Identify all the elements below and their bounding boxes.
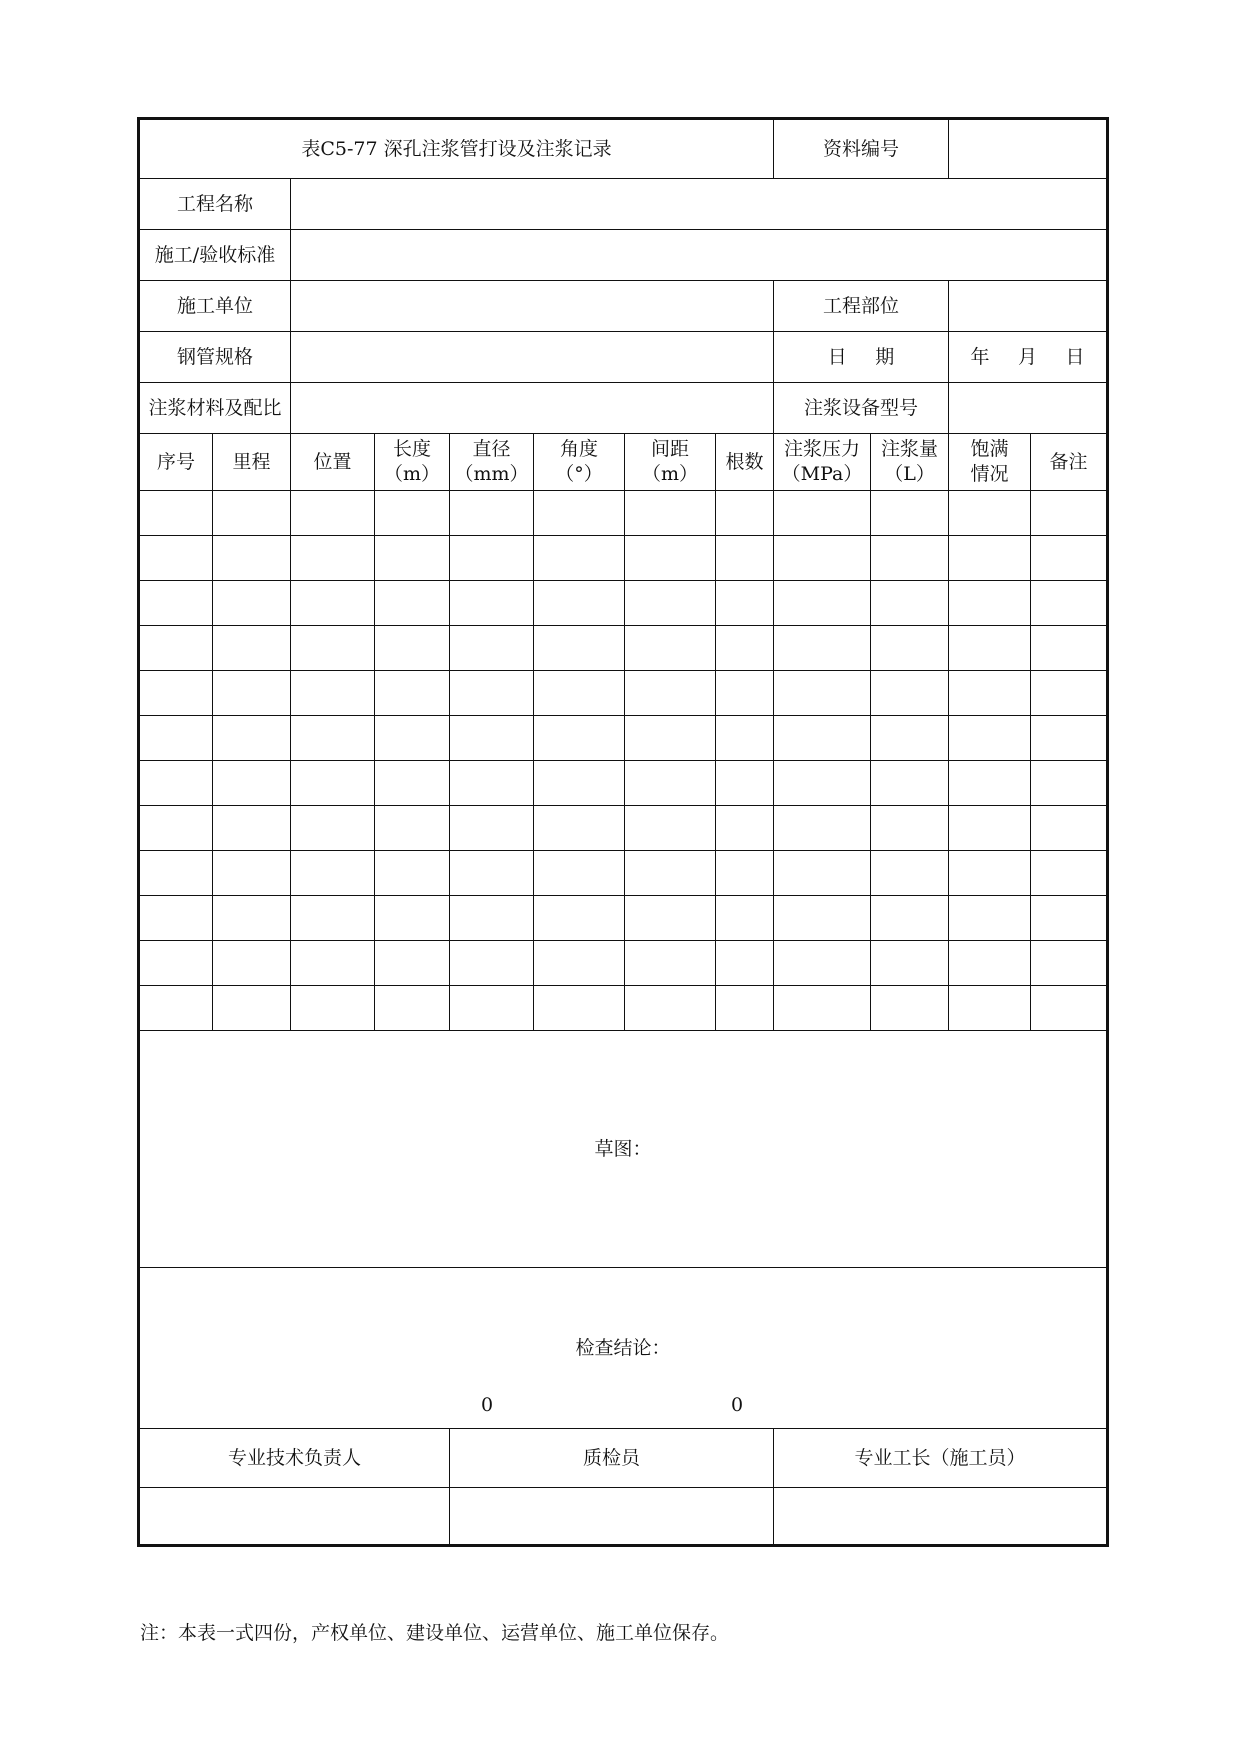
table-cell[interactable] [871, 896, 949, 941]
table-cell[interactable] [375, 536, 450, 581]
table-cell[interactable] [375, 851, 450, 896]
table-cell[interactable] [716, 626, 774, 671]
table-row [139, 716, 1108, 761]
table-cell[interactable] [871, 581, 949, 626]
table-cell[interactable] [871, 986, 949, 1031]
table-cell[interactable] [1031, 806, 1108, 851]
table-cell[interactable] [213, 716, 291, 761]
date-field[interactable] [949, 332, 1108, 383]
date-label [774, 332, 949, 383]
unit-label: 施工单位 [139, 281, 291, 332]
table-cell[interactable] [213, 806, 291, 851]
table-cell[interactable] [213, 626, 291, 671]
table-cell[interactable] [1031, 626, 1108, 671]
table-cell[interactable] [139, 491, 213, 536]
table-cell[interactable] [291, 626, 375, 671]
table-cell[interactable] [625, 671, 716, 716]
table-cell[interactable] [213, 986, 291, 1031]
sig-tech-lead-label: 专业技术负责人 [139, 1429, 450, 1488]
table-cell[interactable] [774, 491, 871, 536]
table-cell[interactable] [139, 626, 213, 671]
table-cell[interactable] [534, 581, 625, 626]
column-header-label: 长度 [392, 438, 431, 461]
table-cell[interactable] [534, 626, 625, 671]
table-row [139, 491, 1108, 536]
table-cell[interactable] [375, 671, 450, 716]
table-cell[interactable] [291, 806, 375, 851]
table-cell[interactable] [375, 581, 450, 626]
form-table [137, 117, 1109, 1547]
table-cell[interactable] [774, 716, 871, 761]
table-cell[interactable] [1031, 581, 1108, 626]
table-cell[interactable] [625, 761, 716, 806]
sig-tech-lead-field[interactable] [139, 1488, 450, 1546]
part-label: 工程部位 [774, 281, 949, 332]
table-cell[interactable] [534, 986, 625, 1031]
table-cell[interactable] [450, 851, 534, 896]
table-header-row [139, 434, 1108, 491]
table-cell[interactable] [450, 491, 534, 536]
table-cell[interactable] [291, 716, 375, 761]
table-cell[interactable] [949, 896, 1031, 941]
table-cell[interactable] [1031, 716, 1108, 761]
column-header [774, 434, 871, 491]
table-cell[interactable] [534, 941, 625, 986]
standard-label: 施工/验收标准 [139, 230, 291, 281]
table-cell[interactable] [534, 761, 625, 806]
material-label: 注浆材料及配比 [139, 383, 291, 434]
table-cell[interactable] [625, 941, 716, 986]
sig-inspector-label: 质检员 [450, 1429, 774, 1488]
column-header-label: 间距 [650, 438, 689, 461]
table-cell[interactable] [949, 761, 1031, 806]
data-rows [139, 491, 1108, 1031]
sketch-area[interactable] [139, 1031, 1108, 1268]
table-row [139, 761, 1108, 806]
column-header-label: 饱满 [970, 438, 1009, 461]
table-cell[interactable] [949, 851, 1031, 896]
date-year: 年 [970, 345, 990, 368]
date-label-char-2: 期 [875, 345, 895, 368]
table-cell[interactable] [450, 581, 534, 626]
table-cell[interactable] [716, 581, 774, 626]
table-cell[interactable] [139, 851, 213, 896]
table-cell[interactable] [213, 896, 291, 941]
table-cell[interactable] [625, 851, 716, 896]
conclusion-label: 检查结论： [575, 1336, 671, 1359]
column-header-unit: （mm） [454, 463, 529, 485]
form-title: 表C5-77 深孔注浆管打设及注浆记录 [139, 119, 774, 179]
table-cell[interactable] [716, 761, 774, 806]
table-row [139, 671, 1108, 716]
table-cell[interactable] [774, 896, 871, 941]
pipe-spec-field[interactable] [291, 332, 774, 383]
table-cell[interactable] [949, 986, 1031, 1031]
table-cell[interactable] [291, 941, 375, 986]
table-row [139, 896, 1108, 941]
column-header-label: 注浆压力 [784, 438, 861, 461]
project-name-field[interactable] [291, 179, 1108, 230]
column-header-label: 序号 [156, 450, 195, 473]
table-cell[interactable] [213, 671, 291, 716]
column-header-unit: （°） [555, 463, 603, 485]
column-header [716, 434, 774, 491]
table-row [139, 986, 1108, 1031]
table-cell[interactable] [716, 536, 774, 581]
column-header [871, 434, 949, 491]
column-header-label: 里程 [232, 450, 271, 473]
table-cell[interactable] [949, 491, 1031, 536]
table-cell[interactable] [949, 581, 1031, 626]
column-header [291, 434, 375, 491]
table-cell[interactable] [213, 851, 291, 896]
table-cell[interactable] [625, 536, 716, 581]
table-cell[interactable] [213, 941, 291, 986]
table-cell[interactable] [871, 491, 949, 536]
table-cell[interactable] [375, 716, 450, 761]
table-cell[interactable] [871, 851, 949, 896]
date-month: 月 [1018, 345, 1038, 368]
table-cell[interactable] [534, 671, 625, 716]
column-header-unit: （L） [884, 463, 935, 485]
standard-field[interactable] [291, 230, 1108, 281]
table-cell[interactable] [871, 761, 949, 806]
column-header-label: 直径 [472, 438, 511, 461]
table-cell[interactable] [716, 716, 774, 761]
table-cell[interactable] [375, 761, 450, 806]
table-cell[interactable] [450, 896, 534, 941]
table-cell[interactable] [213, 761, 291, 806]
column-header [534, 434, 625, 491]
table-cell[interactable] [450, 626, 534, 671]
table-cell[interactable] [716, 986, 774, 1031]
table-cell[interactable] [1031, 761, 1108, 806]
table-cell[interactable] [213, 536, 291, 581]
table-row [139, 581, 1108, 626]
table-cell[interactable] [716, 671, 774, 716]
unit-field[interactable] [291, 281, 774, 332]
table-cell[interactable] [1031, 941, 1108, 986]
material-field[interactable] [291, 383, 774, 434]
table-cell[interactable] [1031, 491, 1108, 536]
column-header-label: 根数 [725, 450, 764, 473]
column-header-unit: （m） [641, 463, 699, 485]
pipe-spec-label: 钢管规格 [139, 332, 291, 383]
table-cell[interactable] [774, 671, 871, 716]
table-cell[interactable] [375, 806, 450, 851]
equipment-field[interactable] [949, 383, 1108, 434]
table-cell[interactable] [139, 671, 213, 716]
table-cell[interactable] [291, 581, 375, 626]
column-header-unit: （MPa） [781, 463, 863, 485]
table-cell[interactable] [139, 941, 213, 986]
column-header [213, 434, 291, 491]
table-cell[interactable] [774, 581, 871, 626]
table-row [139, 626, 1108, 671]
column-header-label: 备注 [1049, 450, 1088, 473]
column-header [625, 434, 716, 491]
table-cell[interactable] [139, 896, 213, 941]
column-header [375, 434, 450, 491]
table-cell[interactable] [625, 986, 716, 1031]
table-cell[interactable] [716, 941, 774, 986]
table-cell[interactable] [291, 761, 375, 806]
table-cell[interactable] [534, 716, 625, 761]
table-cell[interactable] [291, 896, 375, 941]
table-cell[interactable] [450, 986, 534, 1031]
table-cell[interactable] [774, 851, 871, 896]
table-cell[interactable] [949, 806, 1031, 851]
table-cell[interactable] [1031, 671, 1108, 716]
column-header-label: 位置 [313, 450, 352, 473]
sig-inspector-field[interactable] [450, 1488, 774, 1546]
table-cell[interactable] [291, 491, 375, 536]
table-cell[interactable] [625, 716, 716, 761]
table-cell[interactable] [774, 761, 871, 806]
conclusion-value-1: 0 [481, 1394, 494, 1417]
table-cell[interactable] [139, 581, 213, 626]
table-cell[interactable] [716, 806, 774, 851]
table-cell[interactable] [716, 491, 774, 536]
footer-note: 注：本表一式四份，产权单位、建设单位、运营单位、施工单位保存。 [140, 1622, 730, 1644]
table-cell[interactable] [949, 626, 1031, 671]
table-cell[interactable] [534, 491, 625, 536]
table-cell[interactable] [716, 896, 774, 941]
table-cell[interactable] [291, 851, 375, 896]
table-cell[interactable] [534, 536, 625, 581]
column-header-unit: 情况 [970, 463, 1009, 485]
table-cell[interactable] [1031, 851, 1108, 896]
table-cell[interactable] [871, 941, 949, 986]
table-cell[interactable] [949, 716, 1031, 761]
table-cell[interactable] [774, 986, 871, 1031]
column-header [450, 434, 534, 491]
table-cell[interactable] [625, 896, 716, 941]
table-cell[interactable] [1031, 896, 1108, 941]
sketch-label: 草图： [594, 1137, 652, 1160]
column-header-label: 注浆量 [881, 438, 939, 461]
sig-foreman-field[interactable] [774, 1488, 1108, 1546]
column-header [139, 434, 213, 491]
column-header [949, 434, 1031, 491]
table-cell[interactable] [450, 716, 534, 761]
table-cell[interactable] [625, 806, 716, 851]
equipment-label: 注浆设备型号 [774, 383, 949, 434]
table-cell[interactable] [871, 671, 949, 716]
conclusion-area[interactable] [139, 1268, 1108, 1429]
table-cell[interactable] [450, 806, 534, 851]
table-cell[interactable] [375, 941, 450, 986]
record-form [137, 117, 1106, 1547]
table-cell[interactable] [949, 671, 1031, 716]
table-row [139, 536, 1108, 581]
table-cell[interactable] [871, 716, 949, 761]
table-cell[interactable] [450, 941, 534, 986]
sig-foreman-label: 专业工长（施工员） [774, 1429, 1108, 1488]
doc-no-field[interactable] [949, 119, 1108, 179]
table-cell[interactable] [213, 581, 291, 626]
table-cell[interactable] [139, 536, 213, 581]
table-cell[interactable] [375, 986, 450, 1031]
table-cell[interactable] [774, 626, 871, 671]
table-cell[interactable] [871, 536, 949, 581]
column-header-unit: （m） [383, 463, 441, 485]
table-row [139, 806, 1108, 851]
project-name-label: 工程名称 [139, 179, 291, 230]
column-header [1031, 434, 1108, 491]
table-cell[interactable] [450, 536, 534, 581]
date-day: 日 [1065, 345, 1085, 368]
table-cell[interactable] [625, 581, 716, 626]
table-cell[interactable] [213, 491, 291, 536]
table-cell[interactable] [1031, 986, 1108, 1031]
table-cell[interactable] [625, 491, 716, 536]
doc-no-label: 资料编号 [774, 119, 949, 179]
table-cell[interactable] [716, 851, 774, 896]
table-cell[interactable] [1031, 536, 1108, 581]
table-cell[interactable] [534, 806, 625, 851]
table-cell[interactable] [774, 941, 871, 986]
table-cell[interactable] [534, 896, 625, 941]
table-cell[interactable] [139, 761, 213, 806]
table-cell[interactable] [291, 671, 375, 716]
table-cell[interactable] [291, 986, 375, 1031]
table-cell[interactable] [774, 536, 871, 581]
date-label-char-1: 日 [827, 345, 847, 368]
table-cell[interactable] [139, 986, 213, 1031]
table-cell[interactable] [139, 806, 213, 851]
table-row [139, 941, 1108, 986]
table-cell[interactable] [949, 941, 1031, 986]
table-cell[interactable] [291, 536, 375, 581]
table-cell[interactable] [375, 491, 450, 536]
conclusion-value-2: 0 [731, 1394, 744, 1417]
table-cell[interactable] [625, 626, 716, 671]
table-cell[interactable] [774, 806, 871, 851]
table-cell[interactable] [139, 716, 213, 761]
table-cell[interactable] [450, 671, 534, 716]
table-cell[interactable] [949, 536, 1031, 581]
table-cell[interactable] [534, 851, 625, 896]
table-cell[interactable] [871, 806, 949, 851]
table-cell[interactable] [375, 896, 450, 941]
table-cell[interactable] [375, 626, 450, 671]
table-cell[interactable] [871, 626, 949, 671]
part-field[interactable] [949, 281, 1108, 332]
column-header-label: 角度 [559, 438, 598, 461]
table-cell[interactable] [450, 761, 534, 806]
table-row [139, 851, 1108, 896]
